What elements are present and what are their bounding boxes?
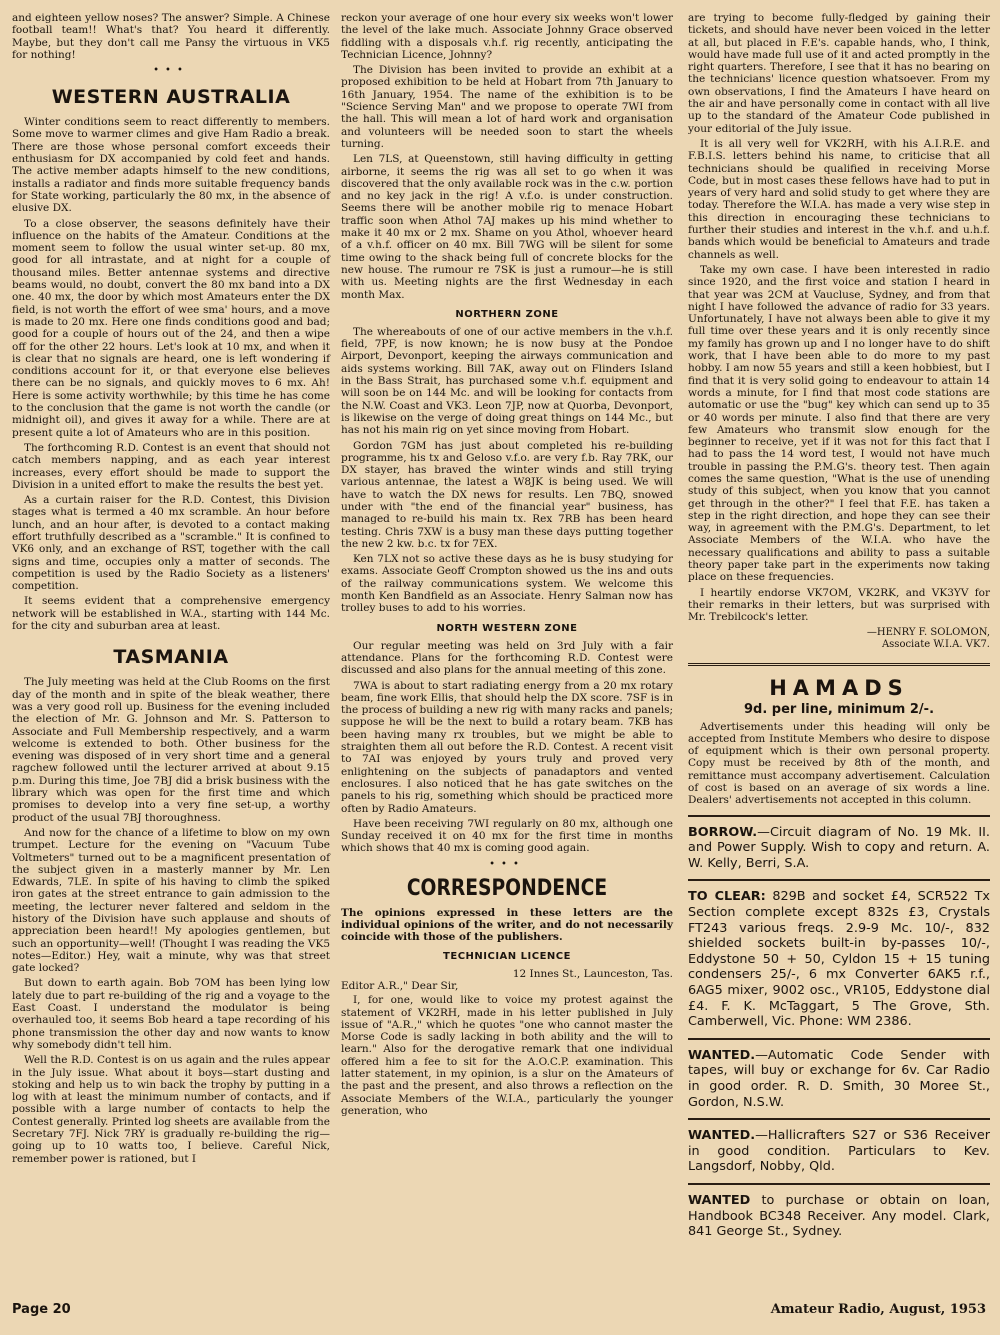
page-number: Page 20 xyxy=(12,1302,71,1317)
hamads-rule xyxy=(688,663,990,666)
wa-paragraph: As a curtain raiser for the R.D. Contest, this Division stages what is termed a 40 mx scramble. An hour before lunch, and an hour after, is devoted to a contact making effort truthfully described as a "scramble." It is confined to VK6 only, and an exchange of RST, together with the call signs and time, occupies only a matter of seconds. The competition is used by the Radio Society as a listeners' competition. xyxy=(12,494,330,593)
letter-paragraph: It is all very well for VK2RH, with his A.I.R.E. and F.B.I.S. letters behind his name, to criticise that all technicians should be qualified in receiving Morse Code, but in most cases these fellows have had to put in years of very hard and solid study to get where they are today. Therefore the W.I.A. has made a very wise step in this direction in encouraging these technicians to further their studies and interest in the v.h.f. and u.h.f. bands which would be beneficial to Amateurs and trade channels as well. xyxy=(688,137,990,261)
wa-paragraph: Winter conditions seem to react differently to members. Some move to warmer climes and give Ham Radio a break. There are those whose personal comfort exceeds their enthusiasm for DX accompanied by cold feet and hands. The active member adapts himself to the new conditions, installs a radiator and finds more suitable frequency bands for State working, particularly the 80 mx, in the absence of elusive DX. xyxy=(12,116,330,215)
wa-paragraph: It seems evident that a comprehensive emergency network will be established in W.A., starting with 144 Mc. for the city and suburban area at least. xyxy=(12,595,330,633)
hamads-rate: 9d. per line, minimum 2/-. xyxy=(743,701,935,717)
tas-paragraph: But down to earth again. Bob 7OM has been lying low lately due to part re-building of the rig and a voyage to the East Coast. I understand the modulator is being overhauled too, it seems Bob heard a tape recording of his phone transmission the other day and now wants to know why somebody didn't tell him. xyxy=(12,977,330,1051)
letter-paragraph: I heartily endorse VK7OM, VK2RK, and VK3YV for their remarks in their letters, but was surprised with Mr. Trebilcock's letter. xyxy=(688,586,990,624)
ad-lead: WANTED. xyxy=(688,1047,756,1063)
north-western-zone-heading: NORTH WESTERN ZONE xyxy=(436,622,578,634)
ad-lead: BORROW. xyxy=(688,824,758,840)
western-australia-heading: WESTERN AUSTRALIA xyxy=(51,86,291,109)
nwz-paragraph: Have been receiving 7WI regularly on 80 mx, although one Sunday received it on 40 mx for the first time in months which shows that 40 mx is coming good again. xyxy=(341,817,673,855)
vk5-notes-ending: and eighteen yellow noses? The answer? Simple. A Chinese football team!! What's that? You heard it differently. Maybe, but they don't call me Pansy the virtuous in VK5 for nothing! xyxy=(12,12,330,61)
ad-lead: WANTED. xyxy=(688,1128,756,1144)
classified-ad xyxy=(688,1118,990,1183)
ad-lead: TO CLEAR: xyxy=(688,889,766,905)
correspondence-heading: CORRESPONDENCE xyxy=(406,875,608,901)
letter-address: 12 Innes St., Launceston, Tas. xyxy=(512,967,673,980)
classified-ad xyxy=(688,879,990,1037)
tas-paragraph: Well the R.D. Contest is on us again and the rules appear in the July issue. What about it boys—start dusting and stoking and help us to win back the trophy by putting in a log with at least the minimum number of contacts, and if possible with a large number of contacts to help the Contest generally. Printed log sheets are available from the Secretary 7FJ. Nick 7RY is gradually re-building the rig—going up to 10 watts too, I believe. Careful Nick, remember power is rationed, but I xyxy=(12,1054,330,1165)
tas-paragraph: The July meeting was held at the Club Rooms on the first day of the month and in spite of the bleak weather, there was a very good roll up. Business for the evening included the election of Mr. G. Johnson and Mr. S. Patterson to Associate and Full Membership respectively, and a warm welcome is extended to both. Other business for the evening was disposed of in very short time and a general ragchew followed until the lecturer arrived at about 9.15 p.m. During this time, Joe 7BJ did a brisk business with the library which was open for the first time and which promises to develop into a very fine set-up, a worthy product of the usual 7BJ thoroughness. xyxy=(12,676,330,824)
letter-paragraph: are trying to become fully-fledged by gaining their tickets, and should have never been voiced in the letter at all, but placed in F.E's. capable hands, who, I think, would have made full use of it and acted promptly in the right quarters. Therefore, I see that it has no bearing on the technicians' licence question whatsoever. From my own observations, I find the Amateurs I have heard on the air and have personally come in contact with all live up to the standard of the Amateur Code published in your editorial of the July issue. xyxy=(688,12,990,135)
ad-text: to purchase or obtain on loan, Handbook BC348 Receiver. Any model. Clark, 841 George St., Sydney. xyxy=(688,1192,990,1240)
issue-footer: Amateur Radio, August, 1953 xyxy=(770,1302,986,1317)
ad-text: —Hallicrafters S27 or S36 Receiver in good condition. Particulars to Kev. Langsdorf, Nobby, Qld. xyxy=(688,1128,990,1175)
classified-ad xyxy=(688,1183,990,1248)
classified-ad xyxy=(688,1038,990,1118)
wa-paragraph: To a close observer, the seasons definitely have their influence on the habits of the Amateur. Conditions at the moment seem to follow the usual winter set-up. 80 mx, good for all intrastate, and at night for a couple of thousand miles. Better antennae systems and directive beams would, no doubt, convert the 80 mx band into a DX one. 40 mx, the door by which most Amateurs enter the DX field, is not worth the effort of wee sma' hours, and a move is made to 20 mx. Here one finds conditions good and bad; good for a couple of hours out of the 24, and then a wipe off for the other 22 hours. Let's look at 10 mx, and when it is clear that no signals are heard, one is left wondering if conditions account for it, or that everyone else believes there can be no signals, and quickly moves to 6 mx. Ah! Here is some activity worthwhile; by this time he has come to the conclusion that the game is not worth the candle (or midnight oil), and gives it away for a while. There are at present quite a lot of Amateurs who are in this position. xyxy=(12,217,330,439)
ad-lead: WANTED xyxy=(688,1192,751,1208)
ad-text: —Automatic Code Sender with tapes, will buy or exchange for 6v. Car Radio in good order. R. D. Smith, 30 Moree St., Gordon, N.S.W. xyxy=(688,1047,990,1110)
column-right xyxy=(688,12,990,1248)
northern-zone-heading: NORTHERN ZONE xyxy=(455,308,559,320)
section-divider: ••• xyxy=(489,858,525,870)
nwz-paragraph: 7WA is about to start radiating energy from a 20 mx rotary beam, fine work Ellis, that should help the DX score. 7SF is in the process of building a new rig with many racks and panels; suppose he will be the next to build a rotary beam. 7KB has been having many rx troubles, but we might be able to straighten them all out before the R.D. Contest. A recent visit to 7AI was enjoyed by yours truly and proved very enlightening on the subjects of panadaptors and vented enclosures. I also noticed that he has gate switches on the panels to his rig, something which should be practiced more often by Radio Amateurs. xyxy=(341,679,673,815)
letter-paragraph: I, for one, would like to voice my protest against the statement of VK2RH, made in his letter published in July issue of "A.R.," which he quotes "one who cannot master the Morse Code is sadly lacking in both ability and the will to learn." Also for the derogative remark that one individual offered him a fee to sit for the A.O.C.P. examination. This latter statement, in my opinion, is a slur on the Amateurs of the past and the present, and also throws a reflection on the Associate Members of the W.I.A., particularly the younger generation, who xyxy=(341,994,673,1117)
technician-licence-heading: TECHNICIAN LICENCE xyxy=(443,950,571,962)
section-divider: ••• xyxy=(153,65,189,77)
tas-paragraph: And now for the chance of a lifetime to blow on my own trumpet. Lecture for the evening on "Vacuum Tube Voltmeters" turned out to be a magnificent presentation of the subject given in a masterly manner by Mr. Len Edwards, 7LE. In spite of his having to climb the spiked iron gates at the street entrance to gain admission to the meeting, the lecturer never faltered and seldom in the history of the Division have such applause and shouts of appreciation been heard!! My apologies gentlemen, but such an opportunity—well! (Thought I was reading the VK5 notes—Editor.) Hey, wait a minute, why was that street gate locked? xyxy=(12,826,330,975)
nz-paragraph: Ken 7LX not so active these days as he is busy studying for exams. Associate Geoff Crompton showed us the ins and outs of the railway communications system. We welcome this month Ken Bandfield as an Associate. Henry Salman now has trolley buses to add to his worries. xyxy=(341,553,673,615)
nz-paragraph: The whereabouts of one of our active members in the v.h.f. field, 7PF, is now known; he is now busy at the Pondoe Airport, Devonport, keeping the airways communication and aids systems working. Bill 7AK, away out on Flinders Island in the Bass Strait, has purchased some v.h.f. equipment and will soon be on 144 Mc. and will be looking for contacts from the N.W. Coast and VK3. Leon 7JP, now at Quorba, Devonport, is likewise on the verge of doing great things on 144 Mc., but has not his main rig on yet since moving from Hobart. xyxy=(341,325,673,437)
column-middle xyxy=(341,12,673,1120)
letter-salutation: Editor A.R.," Dear Sir, xyxy=(341,980,459,992)
ad-text: —Circuit diagram of No. 19 Mk. II. and Power Supply. Wish to copy and return. A. W. Kelly, Berri, S.A. xyxy=(688,824,990,871)
nz-paragraph: Gordon 7GM has just about completed his re-building programme, his tx and Geloso v.f.o. are very f.b. Ray 7RK, our DX stayer, has braved the winter winds and still trying various antennae, the latest a W8JK is being used. We will have to watch the DX news for results. Len 7BQ, snowed under with "the end of the financial year" business, has managed to re-build his main tx. Rex 7RB has been heard testing. Chris 7XW is a busy man these days putting together the new 2 kw. b.c. tx for 7EX. xyxy=(341,439,673,550)
letter-signature: —HENRY F. SOLOMON, xyxy=(866,626,990,638)
hamads-intro: Advertisements under this heading will only be accepted from Institute Members who desire to dispose of equipment which is their own personal property. Copy must be received by 8th of the month, and remittance must accompany advertisement. Calculation of cost is based on an average of six words a line. Dealers' advertisements not accepted in this column. xyxy=(688,720,990,807)
correspondence-disclaimer: The opinions expressed in these letters are the individual opinions of the writer, and do not necessarily coincide with those of the publishers. xyxy=(341,906,673,943)
hamads-heading: HAMADS xyxy=(769,675,909,700)
wa-paragraph: The forthcoming R.D. Contest is an event that should not catch members napping, and as each year interest increases, every effort should be made to support the Division in a united effort to make the results the best yet. xyxy=(12,441,330,491)
letter-signature-title: Associate W.I.A. VK7. xyxy=(881,638,990,650)
classified-ad xyxy=(688,815,990,880)
tas-paragraph: Len 7LS, at Queenstown, still having difficulty in getting airborne, it seems the rig was all set to go when it was discovered that the only available rock was in the c.w. portion and no key jack in the rig! A v.f.o. is under construction. Seems there will be another mobile rig to menace Hobart traffic soon when Athol 7AJ makes up his mind whether to make it 40 mx or 2 mx. Shame on you Athol, whoever heard of a v.h.f. officer on 40 mx. Bill 7WG will be silent for some time owing to the shack being full of concrete blocks for the new house. The rumour re 7SK is just a rumour—he is still with us. Meeting nights are the first Wednesday in each month Max. xyxy=(341,153,673,301)
column-left xyxy=(12,12,330,1168)
tas-paragraph: The Division has been invited to provide an exhibit at a proposed exhibition to be held at Hobart from 7th January to 16th January, 1954. The name of the exhibition is to be "Science Serving Man" and we propose to operate 7WI from the hall. This will mean a lot of hard work and organisation and volunteers will be needed soon to start the wheels turning. xyxy=(341,64,673,150)
ad-text: 829B and socket £4, SCR522 Tx Section complete except 832s £3, Crystals FT243 various freqs. 2.9-9 Mc. 10/-, 832 shielded sockets built-in by-passes 10/-, Eddystone 50 + 50, Cyldon 15 + 15 tuning condensers 25/-, 6 mx Converter 6AK5 r.f., 6AG5 mixer, 9002 osc., VR105, Eddystone dial £4. F. K. McTaggart, 5 The Grove, Sth. Camberwell, Vic. Phone: WM 2386. xyxy=(688,889,990,1030)
nwz-paragraph: Our regular meeting was held on 3rd July with a fair attendance. Plans for the forthcoming R.D. Contest were discussed and also plans for the annual meeting of this zone. xyxy=(341,639,673,677)
tas-continued-paragraph: reckon your average of one hour every six weeks won't lower the level of the lake much. Associate Johnny Grace observed fiddling with a disposals v.h.f. rig recently, anticipating the Technician Licence, Johnny? xyxy=(341,12,673,61)
tasmania-heading: TASMANIA xyxy=(113,646,229,669)
letter-paragraph: Take my own case. I have been interested in radio since 1920, and the first voice and station I heard in that year was 2CM at Vaucluse, Sydney, and from that night I have followed the advance of radio for 33 years. Unfortunately, I have not always been able to give it my full time over these years and it is only recently since my family has grown up and I no longer have to do shift work, that I have been able to do more to my past hobby. I am now 55 years and still a keen hobbiest, but I find that it is very solid going to endeavour to attain 14 words a minute, for I find that most code stations are automatic or use the "bug" key which can send up to 35 or 40 words per minute. I also find that there are very few Amateurs who transmit slow enough for the beginner to receive, yet if it was not for this fact that I had to pass the 14 word test, I would not have much trouble in passing the P.M.G's. theory test. Then again comes the same question, "What is the use of unending study of this subject, when you know that you cannot get through in the other?" I feel that F.E. has taken a step in the right direction, and hope they can see their way, in agreement with the P.M.G's. Department, to let Associate Members of the W.I.A. who have the necessary qualifications and ability to pass a suitable theory paper take part in the experiments now taking place on these frequencies. xyxy=(688,263,990,584)
